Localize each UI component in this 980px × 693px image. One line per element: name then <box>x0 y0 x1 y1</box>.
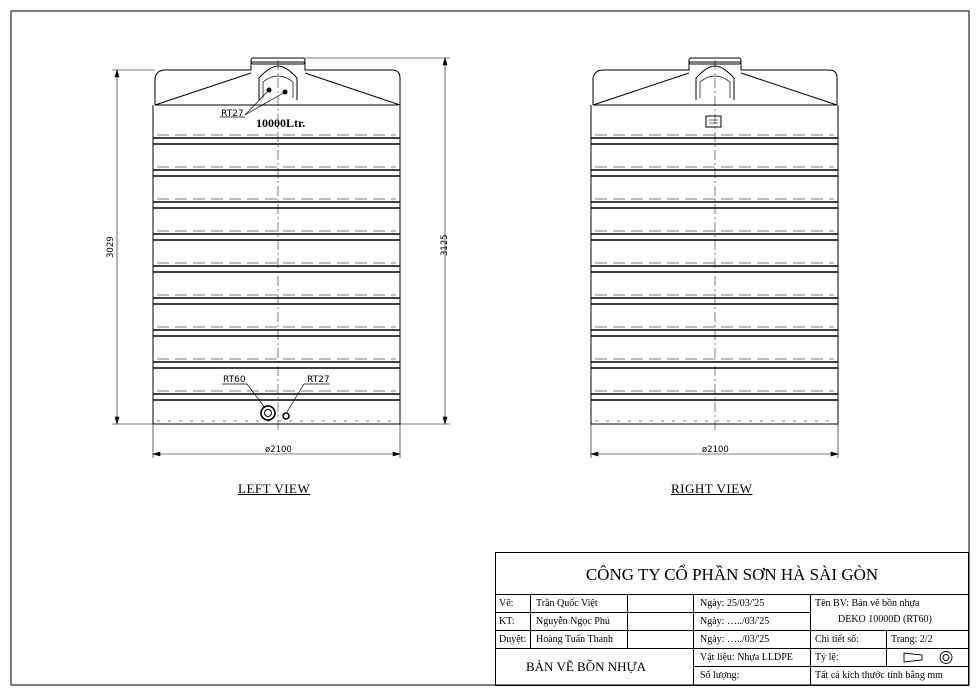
row-drawn-name: Trần Quốc Việt <box>536 598 598 609</box>
row-drawn-role: Vẽ: <box>499 598 514 609</box>
page-number: Trang: 2/2 <box>891 634 933 645</box>
projection-symbol-icon <box>902 650 958 665</box>
right-diameter-dim: ø2100 <box>702 445 729 455</box>
nameplate <box>706 116 721 127</box>
row-checked-date: Ngày: …../03/'25 <box>700 616 770 627</box>
material: Vật liệu: Nhựa LLDPE <box>700 652 793 663</box>
drawing-name-label: Tên BV: Bản vẽ bồn nhựa <box>815 598 920 609</box>
detail-number: Chi tiết số: <box>815 634 859 645</box>
right-view-tank <box>591 58 838 424</box>
left-view-title: LEFT VIEW <box>238 481 311 496</box>
row-checked-role: KT: <box>499 616 515 627</box>
row-approved-name: Hoàng Tuấn Thanh <box>536 634 614 645</box>
left-rt27-label: RT27 <box>307 375 330 385</box>
row-drawn-date: Ngày: 25/03/'25 <box>700 598 765 609</box>
left-capacity-label: 10000Ltr. <box>256 116 306 130</box>
left-rt60-label: RT60 <box>223 375 246 385</box>
row-checked-name: Nguyễn Ngọc Phú <box>536 616 610 627</box>
rt60-outlet <box>261 406 275 420</box>
left-view-ribs <box>153 135 400 421</box>
left-view-tank <box>153 58 400 424</box>
title-block <box>495 552 969 686</box>
scale-label: Tỷ lệ: <box>815 652 839 663</box>
left-top-fitting-label: RT27 <box>221 109 244 119</box>
row-approved-date: Ngày: …../03/'25 <box>700 634 770 645</box>
rt27-outlet <box>283 413 289 419</box>
model-name: DEKO 10000D (RT60) <box>838 614 932 625</box>
right-view-title: RIGHT VIEW <box>671 481 753 496</box>
left-total-height-dim: 3125 <box>440 234 450 256</box>
drawing-kind: BẢN VẼ BỒN NHỰA <box>526 659 646 674</box>
quantity-label: Số lượng: <box>700 670 740 681</box>
left-diameter-dim: ø2100 <box>265 445 292 455</box>
row-approved-role: Duyệt: <box>499 634 527 645</box>
units-note: Tất cả kích thước tính bằng mm <box>815 670 943 681</box>
company-name: CÔNG TY CỔ PHẦN SƠN HÀ SÀI GÒN <box>585 565 879 584</box>
left-height-dim: 3029 <box>106 236 116 258</box>
right-view-ribs <box>591 135 838 421</box>
